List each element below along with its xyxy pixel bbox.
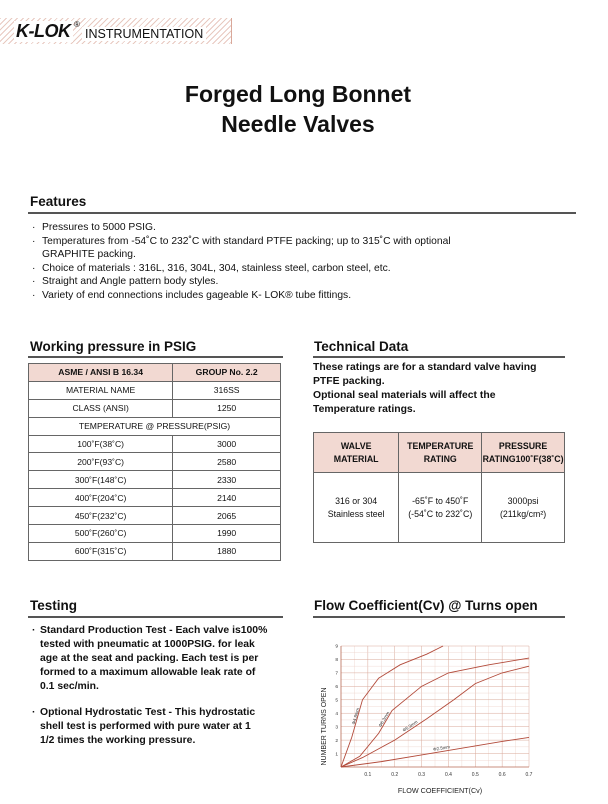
- table-header-row: [314, 433, 565, 473]
- title-line-1: Forged Long Bonnet: [184, 81, 412, 107]
- cell-line: 316 or 304: [335, 495, 378, 506]
- x-tick-label: 0.1: [364, 772, 372, 778]
- page-title: [0, 79, 596, 139]
- table-cell: 2330: [173, 471, 281, 489]
- cell-line: (211kg/cm²): [499, 508, 547, 519]
- y-tick-label: 3: [335, 725, 338, 731]
- table-header-cell: [399, 433, 482, 473]
- testing-line: age at the seat and packing. Each test is per: [40, 653, 259, 664]
- technical-data-description: [313, 361, 563, 417]
- table-subheader-row: [29, 417, 281, 435]
- table-cell: 2580: [173, 453, 281, 471]
- series-label: Φ2.5mm: [432, 744, 451, 752]
- working-pressure-heading: Working pressure in PSIG: [30, 339, 197, 354]
- testing-line: tested with pneumatic at 1000PSIG. for leak: [40, 639, 255, 650]
- feature-item: · Choice of materials : 316L, 316, 304L, 304, stainless steel, carbon steel, etc.: [30, 262, 470, 276]
- cell-line: Stainless steel: [327, 508, 385, 519]
- table-header-cell: GROUP No. 2.2: [173, 364, 281, 382]
- table-cell: 600˚F(315˚C): [29, 542, 173, 560]
- feature-item: · Straight and Angle pattern body styles.: [30, 275, 470, 289]
- testing-item: [32, 706, 272, 748]
- cell-line: 3000psi: [507, 495, 539, 506]
- testing-line: 0.1 sec/min.: [40, 681, 99, 692]
- x-tick-label: 0.5: [471, 772, 479, 778]
- working-pressure-table: [28, 363, 281, 561]
- table-cell: 1990: [173, 525, 281, 543]
- table-cell: 2065: [173, 507, 281, 525]
- series-label: Φ4.8mm: [350, 707, 361, 726]
- table-cell: 3000: [173, 435, 281, 453]
- testing-line: shell test is performed with pure water at 1: [40, 721, 251, 732]
- y-tick-label: 5: [335, 698, 338, 704]
- y-tick-label: 7: [335, 671, 338, 677]
- features-divider: [28, 212, 576, 214]
- table-cell: 1250: [173, 399, 281, 417]
- brand-subtitle: INSTRUMENTATION: [82, 27, 206, 41]
- testing-line: · Optional Hydrostatic Test - This hydrostatic: [40, 707, 256, 718]
- table-cell: 500˚F(260˚C): [29, 525, 173, 543]
- table-cell: 400˚F(204˚C): [29, 489, 173, 507]
- x-tick-label: 0.3: [418, 772, 426, 778]
- table-subheader-cell: TEMPERATURE @ PRESSURE(PSIG): [29, 417, 281, 435]
- description-line: Optional seal materials will affect the: [313, 390, 496, 401]
- header-line: RATING100˚F(38˚C): [482, 453, 564, 464]
- header-line: WALVE: [340, 440, 372, 451]
- y-axis-label: NUMBER TURNS OPEN: [321, 687, 328, 766]
- flow-divider: [313, 616, 565, 618]
- header-line: PRESSURE: [498, 440, 548, 451]
- working-pressure-divider: [28, 356, 283, 358]
- table-cell: 1880: [173, 542, 281, 560]
- testing-line: 1/2 times the working pressure.: [40, 735, 196, 746]
- table-row: [29, 525, 281, 543]
- x-tick-label: 0.6: [498, 772, 506, 778]
- table-cell: 316SS: [173, 381, 281, 399]
- table-cell: [399, 473, 482, 543]
- table-cell: 200˚F(93˚C): [29, 453, 173, 471]
- table-cell: MATERIAL NAME: [29, 381, 173, 399]
- x-axis-label: FLOW COEFFICIENT(Cv): [397, 786, 483, 795]
- y-tick-label: 1: [335, 752, 338, 758]
- table-row: [29, 435, 281, 453]
- header-line: TEMPERATURE: [407, 440, 474, 451]
- technical-data-heading: Technical Data: [314, 339, 409, 354]
- table-row: [29, 507, 281, 525]
- y-tick-label: 8: [335, 658, 338, 664]
- table-cell: 300˚F(148˚C): [29, 471, 173, 489]
- table-row: [314, 473, 565, 543]
- testing-list: [32, 624, 272, 748]
- cell-line: (-54˚C to 232˚C): [408, 508, 473, 519]
- table-header-cell: ASME / ANSI B 16.34: [29, 364, 173, 382]
- y-tick-label: 4: [335, 711, 338, 717]
- description-line: PTFE packing.: [313, 376, 385, 387]
- header-line: RATING: [423, 453, 457, 464]
- features-heading: Features: [30, 194, 87, 209]
- testing-line: · Standard Production Test - Each valve is100%: [40, 625, 268, 636]
- x-tick-label: 0.7: [525, 772, 533, 778]
- y-tick-label: 6: [335, 685, 338, 691]
- description-line: Temperature ratings.: [313, 404, 416, 415]
- table-cell: [314, 473, 399, 543]
- x-tick-label: 0.2: [391, 772, 399, 778]
- y-tick-label: 9: [335, 644, 338, 650]
- technical-data-table: [313, 432, 565, 543]
- features-list: [30, 221, 470, 303]
- testing-divider: [28, 616, 283, 618]
- flow-coefficient-chart: [300, 625, 600, 800]
- table-cell: CLASS (ANSI): [29, 399, 173, 417]
- table-row: [29, 399, 281, 417]
- technical-data-divider: [313, 356, 565, 358]
- table-header-row: [29, 364, 281, 382]
- table-row: [29, 453, 281, 471]
- feature-item: · Variety of end connections includes gageable K- LOK® tube fittings.: [30, 289, 470, 303]
- description-line: These ratings are for a standard valve having: [313, 362, 537, 373]
- series-label: Φ5.3mm: [401, 719, 419, 733]
- table-row: [29, 471, 281, 489]
- table-header-cell: [482, 433, 565, 473]
- feature-item: · Temperatures from -54˚C to 232˚C with standard PTFE packing; up to 315˚C with optional GRAPHITE packing.: [30, 235, 470, 262]
- brand-logo: K-LOK: [16, 21, 71, 41]
- table-cell: 2140: [173, 489, 281, 507]
- table-row: [29, 489, 281, 507]
- table-header-cell: [314, 433, 399, 473]
- table-row: [29, 542, 281, 560]
- title-line-2: Needle Valves: [221, 111, 375, 137]
- testing-line: formed to a maximum allowable leak rate of: [40, 667, 256, 678]
- flow-heading: Flow Coefficient(Cv) @ Turns open: [314, 598, 538, 613]
- series-label: Φ6.3mm: [377, 710, 391, 728]
- testing-heading: Testing: [30, 598, 77, 613]
- x-tick-label: 0.4: [444, 772, 452, 778]
- feature-item: · Pressures to 5000 PSIG.: [30, 221, 470, 235]
- page-header: [0, 18, 232, 44]
- table-cell: [482, 473, 565, 543]
- table-cell: 100˚F(38˚C): [29, 435, 173, 453]
- cell-line: -65˚F to 450˚F: [412, 495, 469, 506]
- table-row: [29, 381, 281, 399]
- registered-mark: ®: [74, 20, 80, 29]
- header-line: MATERIAL: [333, 453, 379, 464]
- testing-item: [32, 624, 272, 694]
- y-tick-label: 2: [335, 738, 338, 744]
- table-cell: 450˚F(232˚C): [29, 507, 173, 525]
